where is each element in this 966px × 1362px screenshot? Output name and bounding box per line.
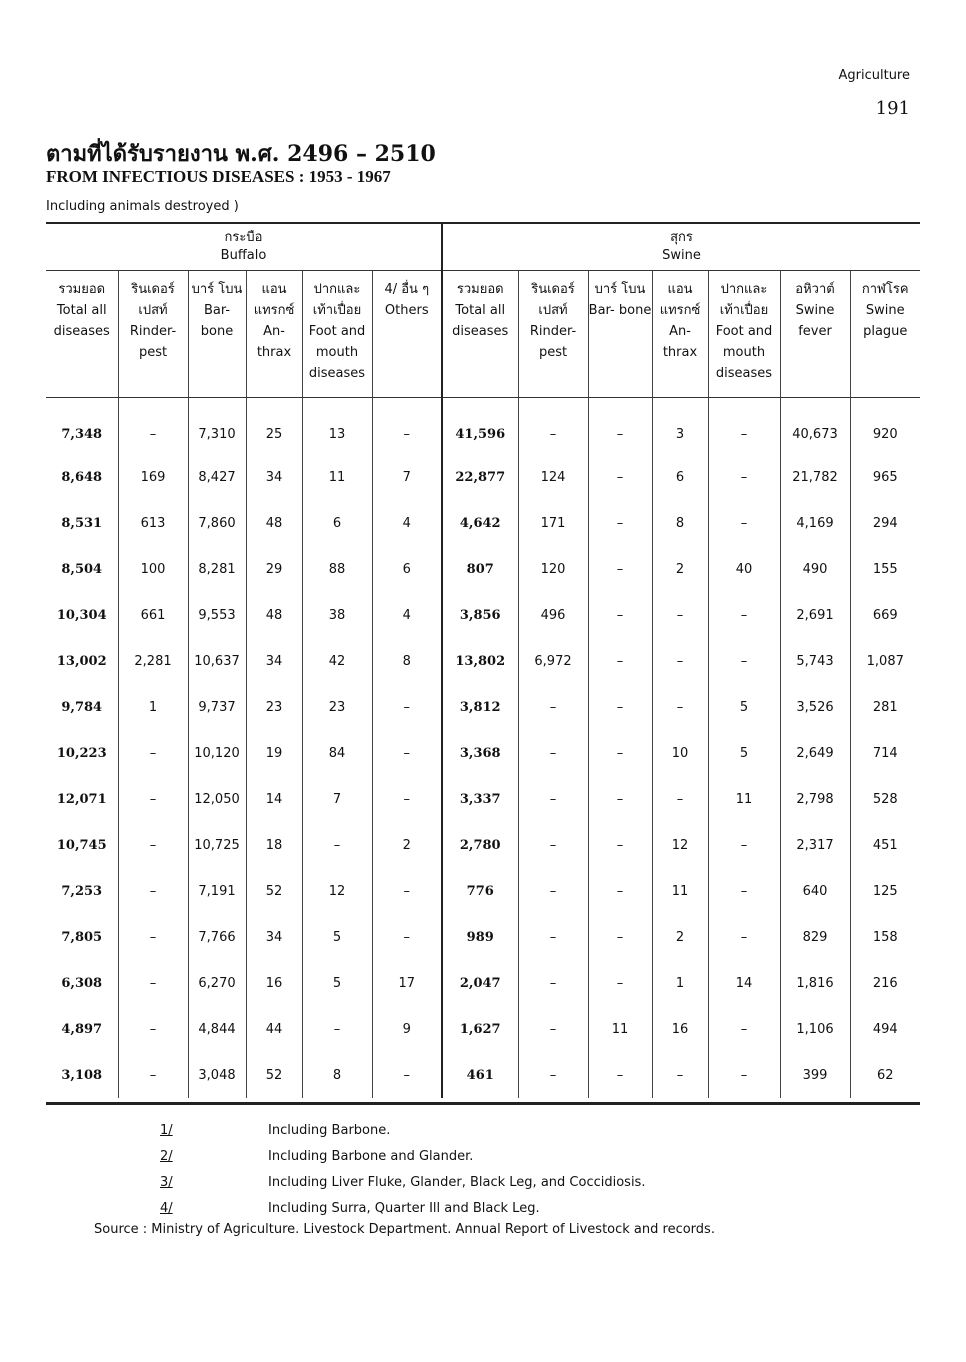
- table-cell: –: [588, 454, 652, 500]
- table-cell: 14: [708, 960, 780, 1006]
- table-cell: 12,050: [188, 776, 246, 822]
- table-cell: 920: [850, 398, 920, 455]
- column-header-english: Swine fever: [795, 303, 835, 339]
- table-cell: –: [518, 822, 588, 868]
- table-cell: 171: [518, 500, 588, 546]
- table-cell: 100: [118, 546, 188, 592]
- table-cell: 10: [652, 730, 708, 776]
- table-cell: 8: [652, 500, 708, 546]
- column-header-thai: รวมยอด: [456, 282, 504, 297]
- table-cell: 8: [372, 638, 442, 684]
- table-bottom-rule: [46, 1102, 920, 1105]
- table-row: [46, 454, 920, 500]
- table-cell: 5: [302, 914, 372, 960]
- table-cell: 1: [118, 684, 188, 730]
- table-cell: 1,627: [442, 1006, 518, 1052]
- table-cell: –: [588, 500, 652, 546]
- table-cell: 158: [850, 914, 920, 960]
- column-header: [46, 271, 118, 398]
- table-cell: 124: [518, 454, 588, 500]
- column-header: [246, 271, 302, 398]
- column-header-english: Bar- bone: [588, 303, 652, 318]
- table-cell: 3,526: [780, 684, 850, 730]
- table-cell: –: [518, 684, 588, 730]
- source-note: Source : Ministry of Agriculture. Livestock Department. Annual Report of Livestock and records.: [94, 1222, 715, 1237]
- table-cell: 4,169: [780, 500, 850, 546]
- table-cell: 1,087: [850, 638, 920, 684]
- table-cell: 829: [780, 914, 850, 960]
- column-header-english: Swine plague: [863, 303, 908, 339]
- table-cell: 4,642: [442, 500, 518, 546]
- table-cell: 7,805: [61, 929, 103, 945]
- table-cell: 7,253: [61, 883, 103, 899]
- table-cell: 399: [780, 1052, 850, 1098]
- table-cell: 989: [442, 914, 518, 960]
- column-header-english: An- thrax: [662, 324, 698, 360]
- table-cell: 613: [118, 500, 188, 546]
- table-cell: 7: [372, 454, 442, 500]
- page-number: 191: [875, 98, 910, 119]
- group-header-buffalo: [46, 224, 442, 271]
- table-cell: 2,281: [118, 638, 188, 684]
- table-cell: 23: [246, 684, 302, 730]
- column-header-thai: แอน แทรกซ์: [253, 282, 295, 318]
- table-cell: –: [652, 638, 708, 684]
- table-cell: 4,844: [188, 1006, 246, 1052]
- group-buffalo-english: Buffalo: [220, 248, 267, 263]
- table-cell: –: [118, 822, 188, 868]
- table-cell: –: [588, 868, 652, 914]
- table-cell: 13,802: [442, 638, 518, 684]
- table-cell: 19: [246, 730, 302, 776]
- table-cell: 490: [780, 546, 850, 592]
- table-cell: 494: [850, 1006, 920, 1052]
- table-cell: 6,308: [61, 975, 103, 991]
- column-header: [442, 271, 518, 398]
- table-row: [46, 776, 920, 822]
- table-cell: 3,856: [442, 592, 518, 638]
- table-cell: –: [372, 1052, 442, 1098]
- table-cell: 11: [302, 454, 372, 500]
- table-cell: 807: [442, 546, 518, 592]
- table-cell: 34: [246, 638, 302, 684]
- footnote-2: [96, 1144, 645, 1170]
- column-header: [188, 271, 246, 398]
- table-cell: 13: [302, 398, 372, 455]
- table-cell: –: [588, 638, 652, 684]
- column-header-english: Foot and mouth diseases: [308, 324, 366, 381]
- table-cell: 12,071: [56, 791, 107, 807]
- table-cell: 776: [442, 868, 518, 914]
- table-cell: 4: [372, 500, 442, 546]
- table-cell: 11: [588, 1006, 652, 1052]
- table-row: [46, 822, 920, 868]
- column-header: [708, 271, 780, 398]
- table-row: [46, 398, 920, 455]
- table-cell: 6,972: [518, 638, 588, 684]
- table-cell: 62: [850, 1052, 920, 1098]
- table-cell: –: [588, 592, 652, 638]
- column-header-english: Others: [384, 303, 429, 318]
- table-cell: 23: [302, 684, 372, 730]
- table-cell: 640: [780, 868, 850, 914]
- table-cell: –: [708, 868, 780, 914]
- table-cell: 3,368: [442, 730, 518, 776]
- table-cell: 34: [246, 914, 302, 960]
- column-header: [652, 271, 708, 398]
- table-cell: 8: [302, 1052, 372, 1098]
- group-buffalo-thai: กระบือ: [224, 230, 263, 245]
- table-cell: 11: [708, 776, 780, 822]
- footnote-mark: 4/: [160, 1201, 173, 1216]
- table-cell: 88: [302, 546, 372, 592]
- footnote-4: [96, 1196, 645, 1222]
- table-cell: 44: [246, 1006, 302, 1052]
- table-cell: 3,108: [61, 1067, 103, 1083]
- footnote-mark: 3/: [160, 1175, 173, 1190]
- table-cell: –: [708, 592, 780, 638]
- table-cell: –: [118, 1006, 188, 1052]
- table-cell: 42: [302, 638, 372, 684]
- table-cell: –: [588, 776, 652, 822]
- footnote-3: [96, 1170, 645, 1196]
- footnote-mark: 1/: [160, 1123, 173, 1138]
- table-cell: 12: [652, 822, 708, 868]
- column-header-thai: แอน แทรกซ์: [659, 282, 701, 318]
- column-header-english: Rinder- pest: [529, 324, 577, 360]
- table-cell: 2: [652, 914, 708, 960]
- column-header-english: Total all diseases: [452, 303, 509, 339]
- table-cell: –: [588, 822, 652, 868]
- table-cell: 34: [246, 454, 302, 500]
- table-cell: –: [652, 684, 708, 730]
- footnote-text: Including Surra, Quarter Ill and Black Leg.: [268, 1201, 540, 1216]
- table-cell: 3,812: [442, 684, 518, 730]
- table-cell: –: [518, 776, 588, 822]
- table-cell: –: [118, 914, 188, 960]
- table-cell: –: [708, 638, 780, 684]
- column-header: [850, 271, 920, 398]
- column-header-thai: บาร์ โบน: [594, 282, 646, 297]
- table-cell: –: [118, 730, 188, 776]
- column-header: [302, 271, 372, 398]
- table-cell: 461: [442, 1052, 518, 1098]
- table-cell: 48: [246, 500, 302, 546]
- table-cell: 2,047: [442, 960, 518, 1006]
- table-cell: 16: [246, 960, 302, 1006]
- table-cell: 16: [652, 1006, 708, 1052]
- table-cell: 2,691: [780, 592, 850, 638]
- table-cell: 7,310: [188, 398, 246, 455]
- table-cell: 5: [708, 730, 780, 776]
- table-cell: –: [708, 1052, 780, 1098]
- table-cell: 9,553: [188, 592, 246, 638]
- table-cell: 17: [372, 960, 442, 1006]
- table-cell: –: [652, 592, 708, 638]
- table-row: [46, 1006, 920, 1052]
- column-header-thai: รินเดอร์ เปสท์: [531, 282, 575, 318]
- table-row: [46, 1052, 920, 1098]
- table-row: [46, 546, 920, 592]
- table-cell: 1,106: [780, 1006, 850, 1052]
- table-cell: 9: [372, 1006, 442, 1052]
- page-title-english: FROM INFECTIOUS DISEASES : 1953 - 1967: [46, 167, 391, 186]
- table-cell: 84: [302, 730, 372, 776]
- column-header-thai: รวมยอด: [58, 282, 106, 297]
- table-cell: 8,531: [61, 515, 103, 531]
- table-cell: –: [708, 454, 780, 500]
- column-header-row: [46, 271, 920, 398]
- table-cell: 7,348: [61, 426, 103, 442]
- page-subtitle: Including animals destroyed ): [46, 199, 239, 214]
- table-row: [46, 500, 920, 546]
- table-cell: 7,191: [188, 868, 246, 914]
- table-row: [46, 868, 920, 914]
- column-header-thai: บาร์ โบน: [191, 282, 243, 297]
- table-cell: –: [118, 776, 188, 822]
- table-row: [46, 592, 920, 638]
- table-cell: –: [518, 1006, 588, 1052]
- column-header-english: Rinder- pest: [129, 324, 177, 360]
- table-cell: 169: [118, 454, 188, 500]
- table-cell: 2,649: [780, 730, 850, 776]
- table-cell: –: [708, 500, 780, 546]
- table-cell: –: [588, 730, 652, 776]
- table-cell: 7: [302, 776, 372, 822]
- table-cell: 7,766: [188, 914, 246, 960]
- table-cell: 2: [372, 822, 442, 868]
- table-cell: –: [518, 1052, 588, 1098]
- column-header: [588, 271, 652, 398]
- table-cell: 40,673: [780, 398, 850, 455]
- table-cell: 52: [246, 1052, 302, 1098]
- table-cell: 38: [302, 592, 372, 638]
- table-cell: 21,782: [780, 454, 850, 500]
- table-cell: 14: [246, 776, 302, 822]
- column-header: [118, 271, 188, 398]
- table-cell: 8,504: [61, 561, 103, 577]
- table-cell: 7,860: [188, 500, 246, 546]
- table-cell: 3,048: [188, 1052, 246, 1098]
- table-cell: 294: [850, 500, 920, 546]
- table-cell: –: [518, 914, 588, 960]
- table-cell: 40: [708, 546, 780, 592]
- footnote-text: Including Barbone.: [268, 1123, 391, 1138]
- table-cell: –: [652, 1052, 708, 1098]
- footnote-text: Including Barbone and Glander.: [268, 1149, 474, 1164]
- footnote-1: [96, 1118, 645, 1144]
- table-cell: –: [302, 1006, 372, 1052]
- table-cell: 4: [372, 592, 442, 638]
- table-cell: 10,745: [56, 837, 107, 853]
- table-cell: 5,743: [780, 638, 850, 684]
- table-cell: 25: [246, 398, 302, 455]
- disease-table: [46, 224, 920, 1098]
- group-swine-english: Swine: [662, 248, 701, 263]
- table-row: [46, 914, 920, 960]
- footnotes: [96, 1118, 645, 1222]
- page-title-thai: ตามที่ได้รับรายงาน พ.ศ. 2496 – 2510: [46, 141, 436, 167]
- group-header-swine: [442, 224, 920, 271]
- table-cell: 2,780: [442, 822, 518, 868]
- table-cell: 2: [652, 546, 708, 592]
- table-cell: –: [588, 684, 652, 730]
- table-cell: 528: [850, 776, 920, 822]
- table-cell: –: [588, 1052, 652, 1098]
- table-cell: 216: [850, 960, 920, 1006]
- table-cell: 2,798: [780, 776, 850, 822]
- column-header-english: Total all diseases: [53, 303, 110, 339]
- table-cell: –: [118, 868, 188, 914]
- table-cell: –: [118, 1052, 188, 1098]
- table-cell: –: [588, 546, 652, 592]
- table-cell: 125: [850, 868, 920, 914]
- table-row: [46, 684, 920, 730]
- column-header-thai: กาฬโรค: [861, 282, 909, 297]
- table-cell: 22,877: [442, 454, 518, 500]
- table-cell: –: [518, 868, 588, 914]
- table-cell: 8,281: [188, 546, 246, 592]
- table-cell: –: [708, 914, 780, 960]
- table-cell: 6,270: [188, 960, 246, 1006]
- table-cell: 3: [652, 398, 708, 455]
- column-header: [518, 271, 588, 398]
- table-cell: –: [372, 868, 442, 914]
- section-label: Agriculture: [838, 68, 910, 83]
- footnote-text: Including Liver Fluke, Glander, Black Leg, and Coccidiosis.: [268, 1175, 646, 1190]
- table-cell: –: [372, 914, 442, 960]
- column-header: [780, 271, 850, 398]
- table-cell: –: [372, 684, 442, 730]
- table-cell: 9,784: [61, 699, 103, 715]
- table-cell: 9,737: [188, 684, 246, 730]
- table-cell: 5: [302, 960, 372, 1006]
- table-cell: 661: [118, 592, 188, 638]
- table-cell: 41,596: [442, 398, 518, 455]
- table-cell: 5: [708, 684, 780, 730]
- table-cell: 13,002: [56, 653, 107, 669]
- table-cell: –: [118, 398, 188, 455]
- table-cell: 10,120: [188, 730, 246, 776]
- table-cell: 2,317: [780, 822, 850, 868]
- table-cell: –: [588, 398, 652, 455]
- table-row: [46, 960, 920, 1006]
- table-cell: 669: [850, 592, 920, 638]
- table-cell: 10,223: [56, 745, 107, 761]
- table-cell: 6: [652, 454, 708, 500]
- table-cell: 8,427: [188, 454, 246, 500]
- table-cell: 155: [850, 546, 920, 592]
- table-cell: –: [588, 914, 652, 960]
- table-cell: 1,816: [780, 960, 850, 1006]
- table-cell: 3,337: [442, 776, 518, 822]
- table-cell: –: [372, 398, 442, 455]
- column-header-english: Bar- bone: [200, 303, 234, 339]
- table-cell: –: [372, 776, 442, 822]
- table-cell: 10,304: [56, 607, 107, 623]
- table-cell: 18: [246, 822, 302, 868]
- table-cell: 4,897: [61, 1021, 103, 1037]
- table-cell: 8,648: [61, 469, 103, 485]
- table-cell: –: [652, 776, 708, 822]
- table-cell: –: [708, 1006, 780, 1052]
- table-cell: –: [588, 960, 652, 1006]
- table-cell: 451: [850, 822, 920, 868]
- table-cell: 12: [302, 868, 372, 914]
- table-cell: –: [708, 398, 780, 455]
- footnote-mark: 2/: [160, 1149, 173, 1164]
- column-header-english: Foot and mouth diseases: [715, 324, 773, 381]
- table-cell: 120: [518, 546, 588, 592]
- column-header-thai: รินเดอร์ เปสท์: [131, 282, 175, 318]
- table-cell: –: [302, 822, 372, 868]
- table-cell: 11: [652, 868, 708, 914]
- table-row: [46, 730, 920, 776]
- table-cell: 6: [302, 500, 372, 546]
- table-cell: –: [708, 822, 780, 868]
- column-header-thai: 4/ อื่น ๆ: [384, 282, 430, 297]
- table-cell: 965: [850, 454, 920, 500]
- table-cell: 10,725: [188, 822, 246, 868]
- table-row: [46, 638, 920, 684]
- column-header-english: An- thrax: [256, 324, 292, 360]
- column-header-thai: อหิวาต์: [795, 282, 835, 297]
- table-cell: 714: [850, 730, 920, 776]
- table-cell: 281: [850, 684, 920, 730]
- table-cell: –: [518, 730, 588, 776]
- table-cell: 6: [372, 546, 442, 592]
- table-cell: 48: [246, 592, 302, 638]
- table-cell: 29: [246, 546, 302, 592]
- column-header: [372, 271, 442, 398]
- table-cell: –: [518, 960, 588, 1006]
- table-cell: 52: [246, 868, 302, 914]
- table-cell: 496: [518, 592, 588, 638]
- table-cell: 1: [652, 960, 708, 1006]
- table-cell: –: [372, 730, 442, 776]
- table-cell: –: [518, 398, 588, 455]
- table-body: [46, 398, 920, 1099]
- table-cell: 10,637: [188, 638, 246, 684]
- group-swine-thai: สุกร: [670, 230, 693, 245]
- table-cell: –: [118, 960, 188, 1006]
- column-header-thai: ปากและ เท้าเปื่อย: [312, 282, 362, 318]
- column-header-thai: ปากและ เท้าเปื่อย: [719, 282, 769, 318]
